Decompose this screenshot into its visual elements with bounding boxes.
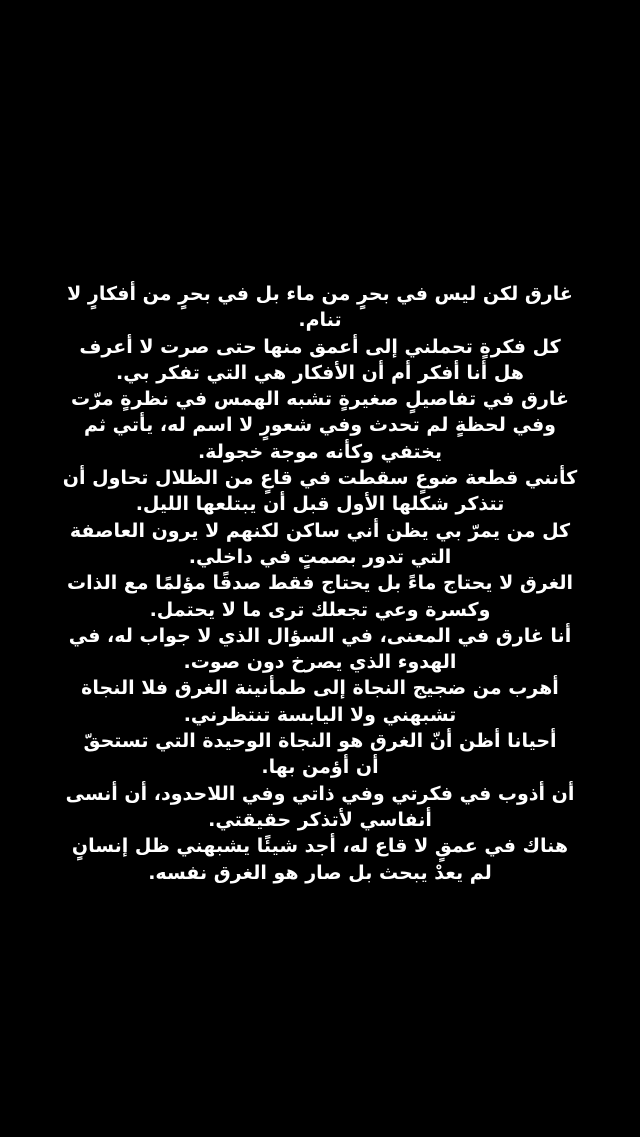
story-line: وكسرة وعي تجعلك ترى ما لا يحتمل. xyxy=(149,598,491,621)
story-line: كل من يمرّ بي يظن أني ساكن لكنهم لا يرون العاصفة xyxy=(69,519,571,542)
story-line: أن أذوب في فكرتي وفي ذاتي وفي اللاحدود، أن أنسى xyxy=(65,782,575,805)
story-line: يختفي وكأنه موجة خجولة. xyxy=(197,440,443,463)
story-line: هل أنا أفكر أم أن الأفكار هي التي تفكر بي. xyxy=(116,361,524,384)
story-line: أحيانا أظن أنّ الغرق هو النجاة الوحيدة التي تستحقّ xyxy=(83,730,557,753)
story-line: غارق في تفاصيلٍ صغيرةٍ تشبه الهمس في نظرةٍ مرّت xyxy=(70,388,570,411)
story-line: لم يعدْ يبحث بل صار هو الغرق نفسه. xyxy=(148,861,492,884)
story-line: هناك في عمقٍ لا قاع له، أجد شيئًا يشبهني ظل إنسانٍ xyxy=(71,835,569,858)
story-line: أنفاسي لأتذكر حقيقتي. xyxy=(208,808,432,831)
story-line: وفي لحظةٍ لم تحدث وفي شعورٍ لا اسم له، يأتي ثم xyxy=(84,414,556,437)
story-line: أنا غارق في المعنى، في السؤال الذي لا جواب له، في xyxy=(68,624,572,647)
story-line: أهرب من ضجيج النجاة إلى طمأنينة الغرق فلا النجاة xyxy=(81,677,559,700)
story-line: كل فكرةٍ تحملني إلى أعمق منها حتى صرت لا أعرف xyxy=(79,335,561,358)
story-line: غارق لكن ليس في بحرٍ من ماء بل في بحرٍ من أفكارٍ لا xyxy=(67,283,573,305)
story-line: الهدوء الذي يصرخ دون صوت. xyxy=(183,651,457,674)
story-text xyxy=(0,281,640,886)
story-line: أن أؤمن بها. xyxy=(261,756,379,779)
story-line: الغرق لا يحتاج ماءً بل يحتاج فقط صدقًا مؤلمًا مع الذات xyxy=(66,572,574,595)
story-line: تشبهني ولا اليابسة تنتظرني. xyxy=(183,703,457,726)
story-line: كأنني قطعة ضوعٍ سقطت في قاعٍ من الظلال تحاول أن xyxy=(62,467,578,490)
story-line: تتذكر شكلها الأول قبل أن يبتلعها الليل. xyxy=(135,493,505,516)
story-line: تنام. xyxy=(298,309,342,332)
story-line: التي تدور بصمتٍ في داخلي. xyxy=(188,545,452,568)
